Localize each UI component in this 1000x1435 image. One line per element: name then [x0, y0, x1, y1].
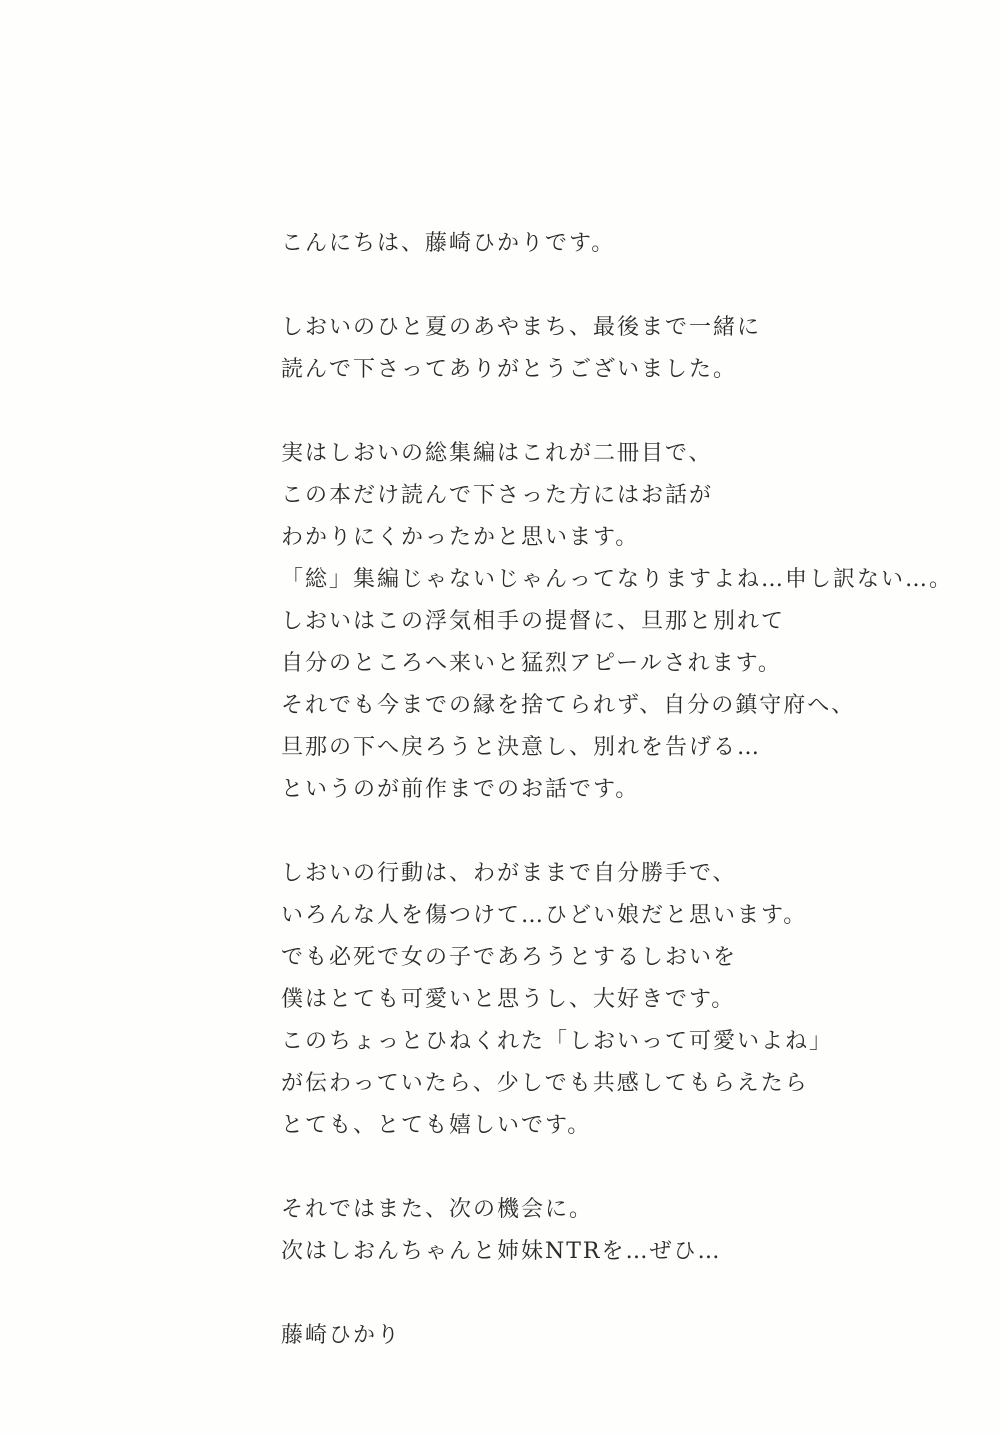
closing-paragraph	[281, 1189, 981, 1273]
text-line: でも必死で女の子であろうとするしおいを	[281, 945, 738, 970]
text-line: 次はしおんちゃんと姉妹NTRを…ぜひ…	[281, 1239, 722, 1264]
text-line: この本だけ読んで下さった方にはお話が	[281, 483, 714, 508]
text-line: 実はしおいの総集編はこれが二冊目で、	[281, 441, 713, 466]
character-paragraph	[281, 853, 981, 1147]
text-line: 旦那の下へ戻ろうと決意し、別れを告げる…	[281, 735, 762, 760]
text-line: それではまた、次の機会に。	[281, 1197, 594, 1222]
greeting-paragraph	[281, 223, 981, 265]
text-line: が伝わっていたら、少しでも共感してもらえたら	[281, 1071, 809, 1096]
author-signature	[281, 1315, 981, 1357]
text-line: わかりにくかったかと思います。	[281, 525, 640, 550]
text-line: というのが前作までのお話です。	[281, 777, 640, 802]
text-line: しおいのひと夏のあやまち、最後まで一緒に	[281, 315, 762, 340]
text-line: このちょっとひねくれた「しおいって可愛いよね」	[281, 1029, 834, 1054]
text-line: 僕はとても可愛いと思うし、大好きです。	[281, 987, 736, 1012]
text-line: 「総」集編じゃないじゃんってなりますよね…申し訳ない…。	[281, 567, 954, 592]
text-line: いろんな人を傷つけて…ひどい娘だと思います。	[281, 903, 808, 928]
text-line: 自分のところへ来いと猛烈アピールされます。	[281, 651, 782, 676]
text-line: しおいの行動は、わがままで自分勝手で、	[281, 861, 737, 886]
text-line: 読んで下さってありがとうございました。	[281, 357, 738, 382]
text-line: しおいはこの浮気相手の提督に、旦那と別れて	[281, 609, 786, 634]
afterword-text	[281, 223, 981, 1357]
thanks-paragraph	[281, 307, 981, 391]
signature-text: 藤崎ひかり	[281, 1323, 402, 1348]
text-line: それでも今までの縁を捨てられず、自分の鎮守府へ、	[281, 693, 856, 718]
text-line: とても、とても嬉しいです。	[281, 1113, 592, 1138]
story-summary-paragraph	[281, 433, 981, 811]
text-line: こんにちは、藤崎ひかりです。	[281, 231, 616, 256]
